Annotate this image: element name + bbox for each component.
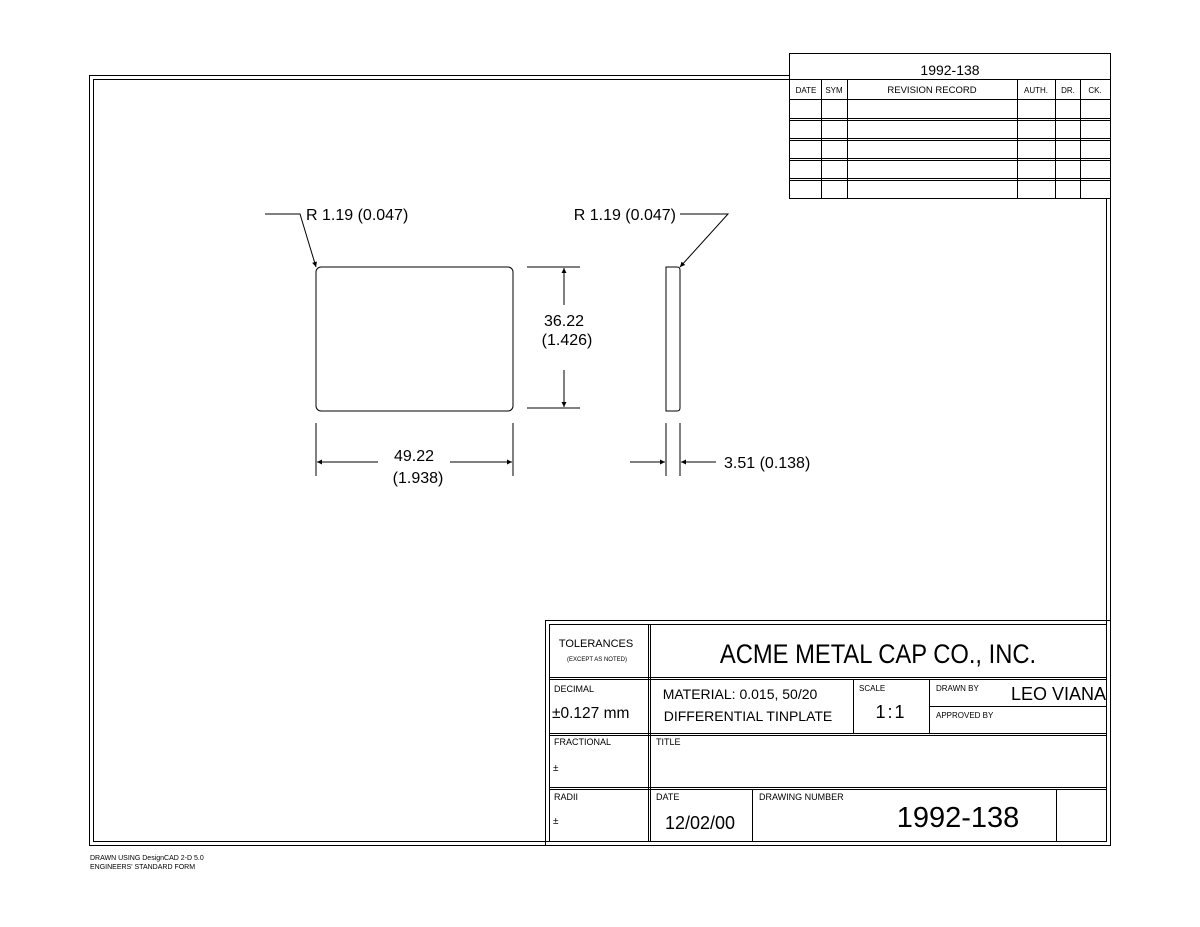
height-label-mm: 36.22 [543, 313, 585, 330]
footer-line-2: ENGINEERS' STANDARD FORM [90, 864, 196, 871]
fractional-value: ± [553, 763, 559, 774]
tolerances-label: TOLERANCES [558, 638, 634, 650]
footer-note [90, 854, 204, 872]
revision-col-record: REVISION RECORD [887, 85, 977, 96]
height-label-in: (1.426) [541, 332, 593, 349]
tolerances-note: (EXCEPT AS NOTED) [567, 657, 627, 663]
revision-drawing-number: 1992-138 [920, 62, 980, 78]
part-front-view [316, 267, 513, 411]
decimal-label: DECIMAL [554, 684, 595, 694]
radii-label: RADII [554, 792, 579, 802]
approved-by-label: APPROVED BY [936, 711, 994, 720]
date-label: DATE [656, 792, 680, 802]
drawn-by-label: DRAWN BY [936, 684, 979, 693]
thickness-dimension [630, 423, 716, 476]
title-label: TITLE [656, 737, 681, 747]
revision-block [790, 54, 1111, 199]
width-label-in: (1.938) [392, 470, 444, 487]
revision-col-date: DATE [795, 86, 817, 95]
radii-value: ± [553, 816, 559, 827]
date-value: 12/02/00 [664, 813, 736, 833]
material-line-1: MATERIAL: 0.015, 50/20 [662, 686, 818, 702]
company-name: ACME METAL CAP CO., INC. [719, 639, 1037, 670]
decimal-value: ±0.127 mm [552, 705, 630, 722]
width-label-mm: 49.22 [393, 448, 435, 465]
part-side-view [666, 267, 680, 411]
thickness-label: 3.51 (0.138) [724, 455, 811, 472]
scale-value: 1:1 [875, 702, 907, 722]
radius-leader-right [680, 214, 728, 267]
drawn-by-value: LEO VIANA [1010, 684, 1106, 704]
drawing-number-value: 1992-138 [896, 802, 1020, 834]
radius-label-left: R 1.19 (0.047) [306, 207, 409, 224]
revision-col-dr: DR. [1061, 86, 1075, 95]
drawing-number-label: DRAWING NUMBER [759, 792, 844, 802]
revision-col-ck: CK. [1088, 86, 1102, 95]
radius-label-right: R 1.19 (0.047) [573, 207, 676, 224]
revision-col-auth: AUTH. [1024, 86, 1048, 95]
scale-label: SCALE [859, 684, 886, 693]
material-line-2: DIFFERENTIAL TINPLATE [663, 708, 833, 724]
fractional-label: FRACTIONAL [554, 737, 612, 747]
revision-col-sym: SYM [825, 86, 843, 95]
footer-line-1: DRAWN USING DesignCAD 2-D 5.0 [90, 855, 204, 862]
